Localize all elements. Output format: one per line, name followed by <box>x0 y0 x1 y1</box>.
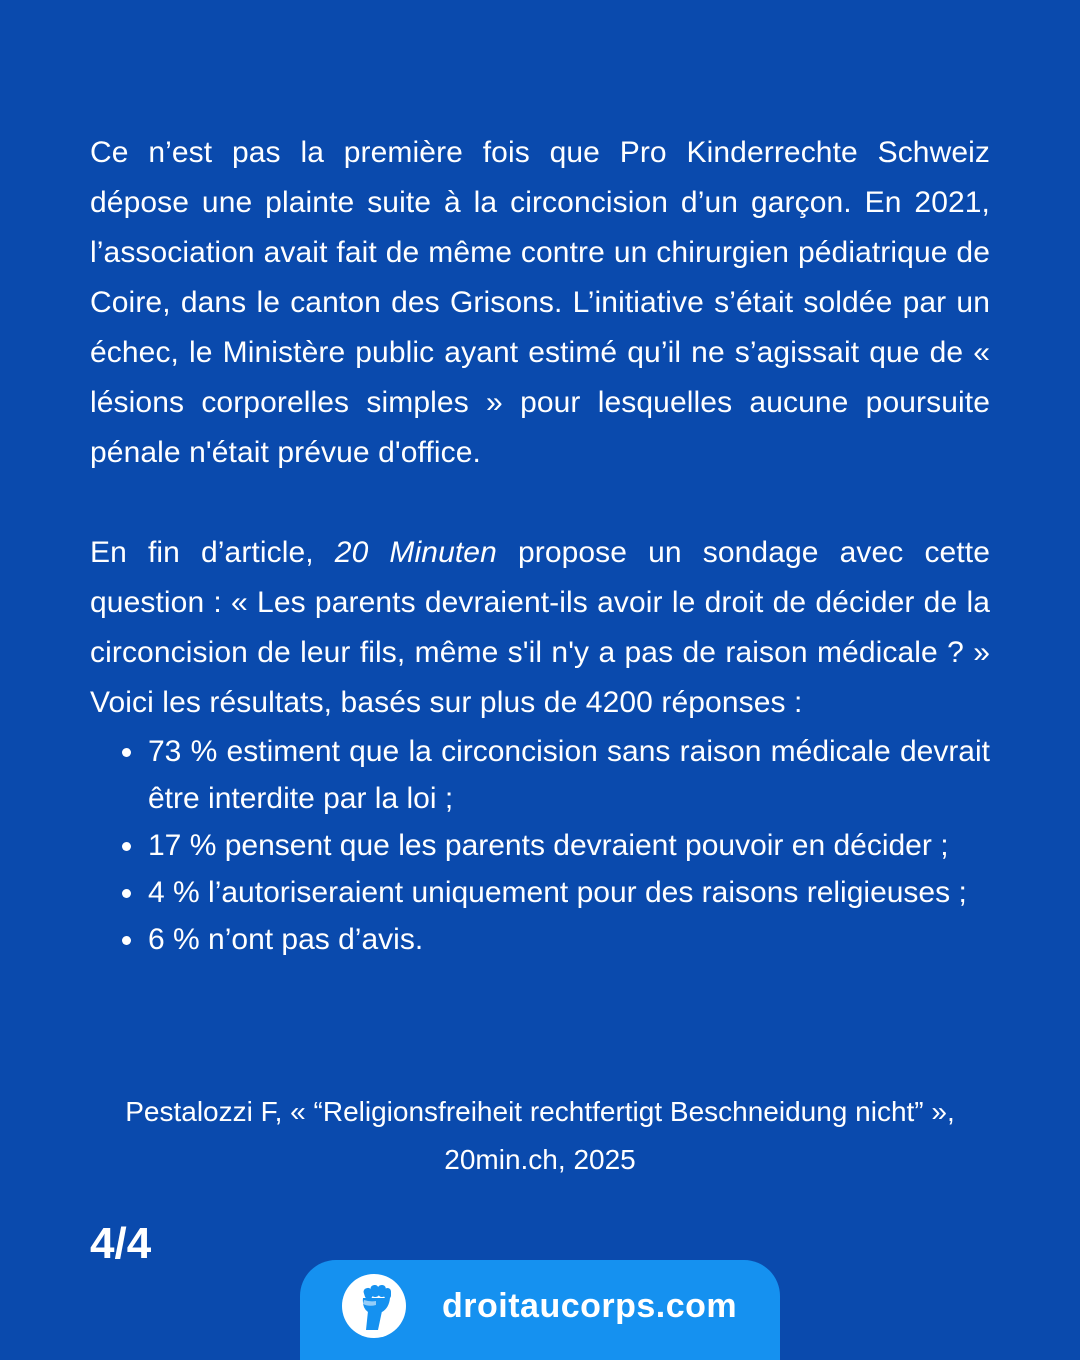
poll-result-item: 17 % pensent que les parents devraient pouvoir en décider ; <box>148 822 990 869</box>
citation-line-1: Pestalozzi F, « “Religionsfreiheit rechtfertigt Beschneidung nicht” », <box>125 1096 955 1127</box>
poll-result-item: 4 % l’autoriseraient uniquement pour des raisons religieuses ; <box>148 869 990 916</box>
raised-fist-icon <box>342 1274 406 1338</box>
footer-website-banner[interactable] <box>300 1260 780 1360</box>
article-body <box>90 128 990 963</box>
citation-line-2: 20min.ch, 2025 <box>444 1144 636 1175</box>
citation <box>60 1088 1020 1184</box>
poll-intro-question: propose un sondage avec cette question : « Les parents devraient-ils avoir le droit de décider de la circoncision de leur fils, même s'il n'y a pas de raison médicale ? » Voici les résultats, basés sur plus de 4200 réponses : <box>90 536 990 719</box>
poll-intro-lead: En fin d’article, <box>90 536 335 569</box>
poll-result-item: 73 % estiment que la circoncision sans raison médicale devrait être interdite par la loi ; <box>148 728 990 822</box>
paragraph-complaint-history: Ce n’est pas la première fois que Pro Kinderrechte Schweiz dépose une plainte suite à la circoncision d’un garçon. En 2021, l’association avait fait de même contre un chirurgien pédiatrique de Coire, dans le canton des Grisons. L’initiative s’était soldée par un échec, le Ministère public ayant estimé qu’il ne s’agissait que de « lésions corporelles simples » pour lesquelles aucune poursuite pénale n'était prévue d'office. <box>90 136 990 469</box>
page-indicator: 4/4 <box>90 1219 152 1268</box>
poll-results-list <box>90 728 990 963</box>
paragraph-poll-intro <box>90 528 990 728</box>
website-link[interactable]: droitaucorps.com <box>442 1287 738 1325</box>
source-name: 20 Minuten <box>334 536 497 569</box>
poll-result-item: 6 % n’ont pas d’avis. <box>148 916 990 963</box>
